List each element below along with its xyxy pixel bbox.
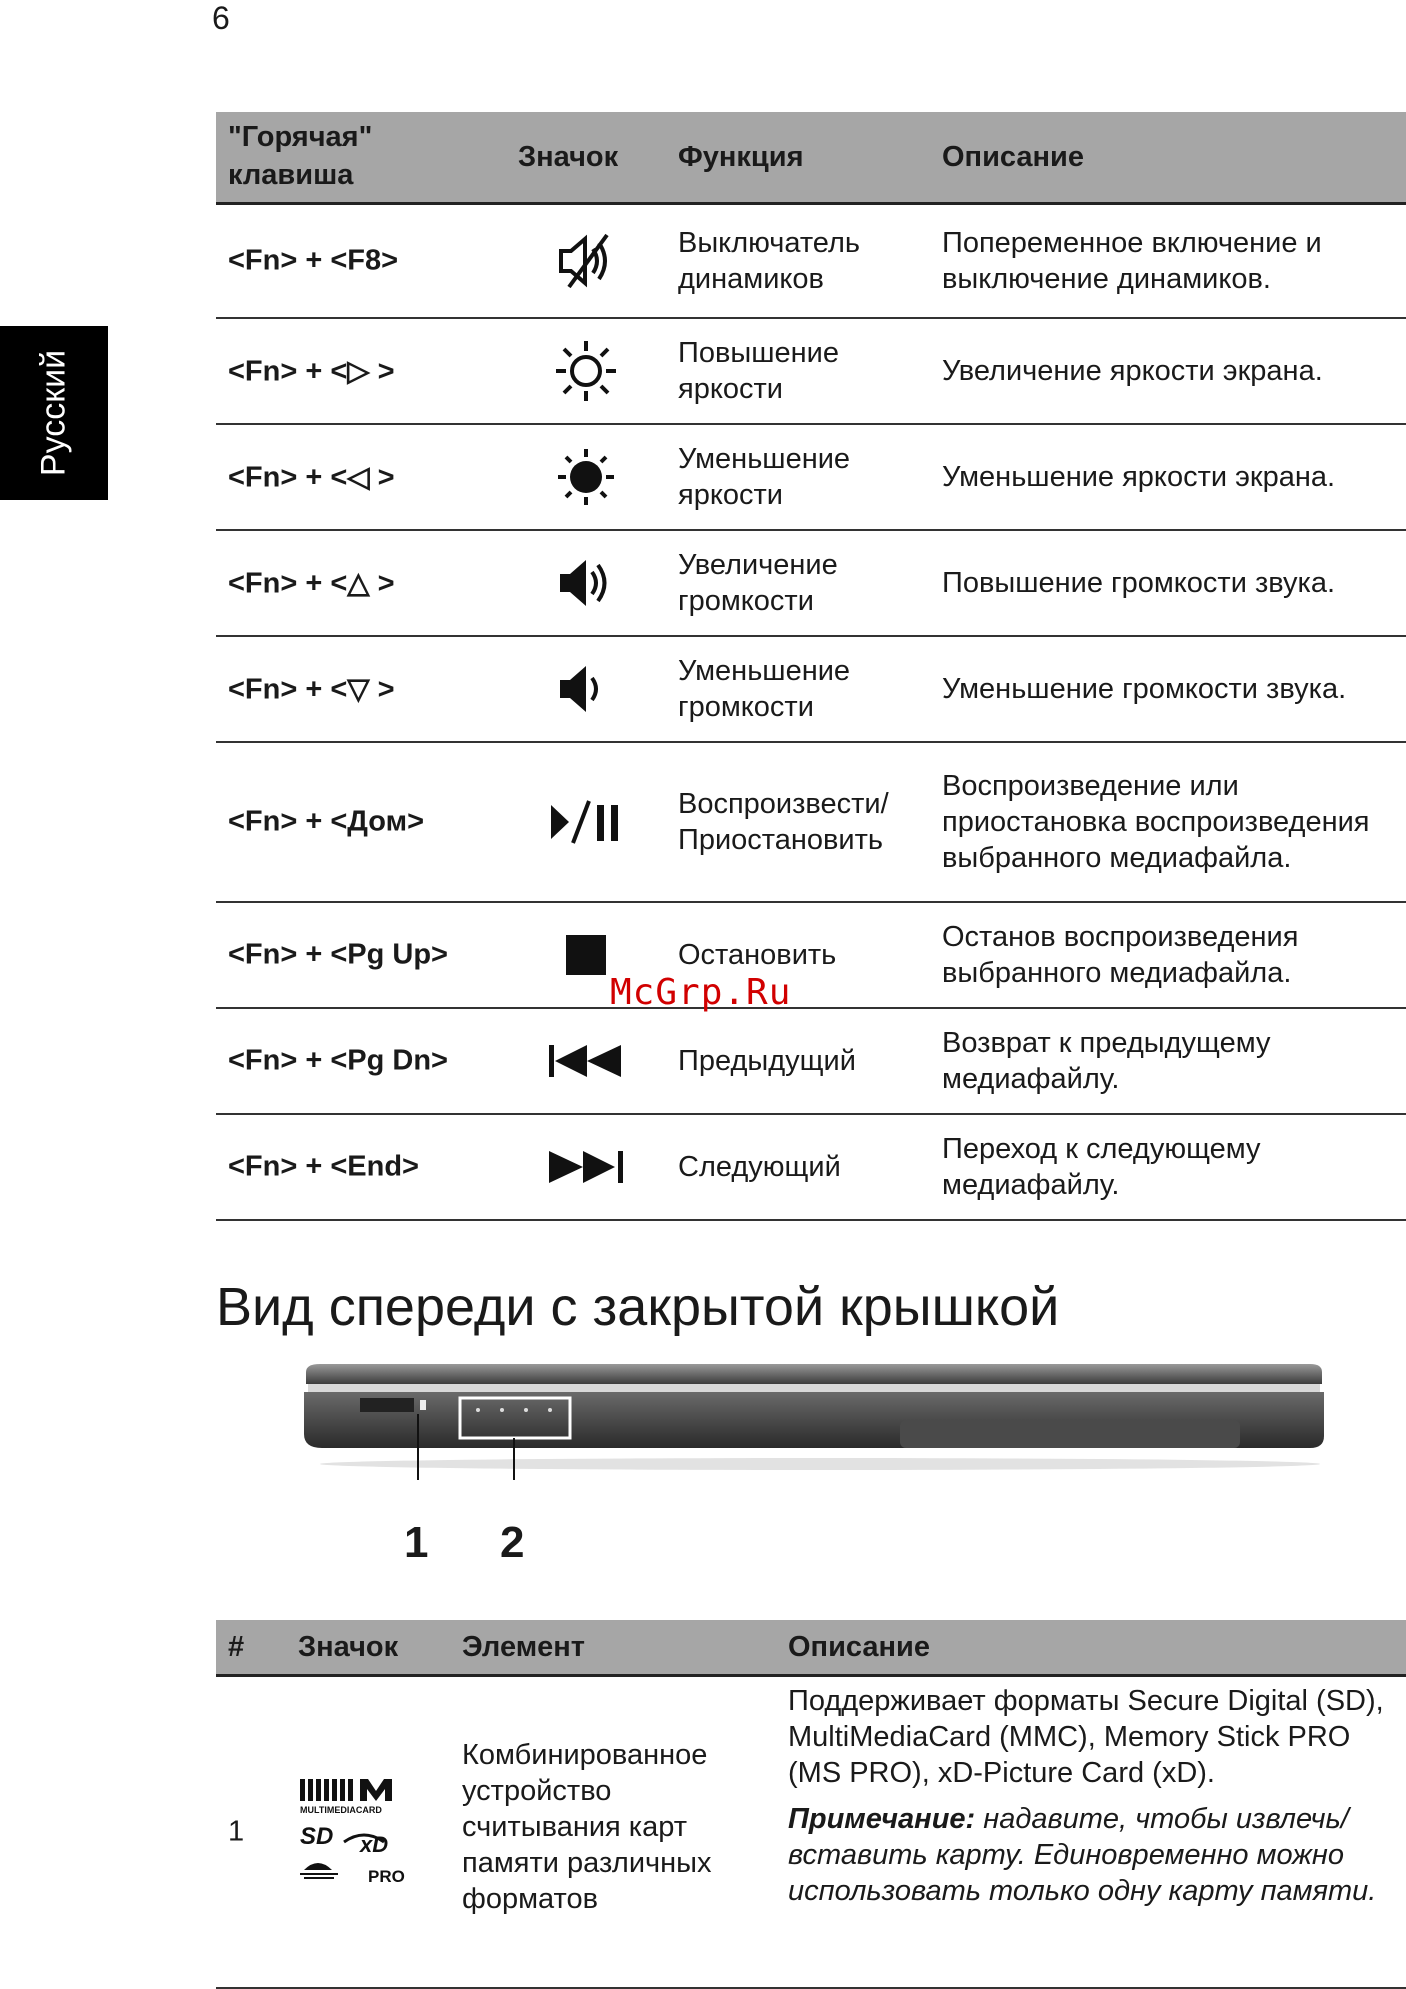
hotkey-combo: <Fn> + <F8> xyxy=(228,244,399,277)
hotkey-table-header xyxy=(216,112,1406,205)
table-row xyxy=(216,1677,1406,1989)
table-row xyxy=(216,531,1406,637)
hotkey-description: Повышение громкости звука. xyxy=(942,567,1336,599)
hotkey-description: Переход к следующему медиафайлу. xyxy=(942,1133,1261,1201)
hotkey-table xyxy=(216,112,1406,1221)
svg-text:MULTIMEDIACARD: MULTIMEDIACARD xyxy=(300,1805,382,1815)
row-number: 1 xyxy=(228,1815,245,1848)
hotkey-combo: <Fn> + <Дом> xyxy=(228,805,425,838)
svg-text:PRO: PRO xyxy=(368,1867,405,1886)
language-tab-label: Русский xyxy=(34,349,73,477)
volume-up-icon xyxy=(526,556,646,610)
header-hotkey: "Горячая" клавиша xyxy=(228,121,373,191)
hotkey-description: Возврат к предыдущему медиафайлу. xyxy=(942,1027,1271,1095)
hotkey-function: Остановить xyxy=(678,939,837,971)
sd-xd-mspro-logo xyxy=(298,1822,418,1892)
previous-track-icon xyxy=(526,1041,646,1081)
hotkey-combo: <Fn> + <◁ > xyxy=(228,461,395,494)
header-icon: Значок xyxy=(298,1631,399,1663)
table-row xyxy=(216,1009,1406,1115)
svg-text:SD: SD xyxy=(300,1823,334,1850)
header-icon: Значок xyxy=(518,141,619,173)
table-row xyxy=(216,743,1406,903)
table-row xyxy=(216,903,1406,1009)
hotkey-description: Останов воспроизведения выбранного медиафайла. xyxy=(942,921,1299,989)
component-table-header xyxy=(216,1620,1406,1677)
hotkey-combo: <Fn> + <▷ > xyxy=(228,355,395,388)
stop-icon xyxy=(526,933,646,977)
card-slot-marker xyxy=(420,1400,426,1410)
hotkey-function: Следующий xyxy=(678,1151,841,1183)
hotkey-function: Уменьшение громкости xyxy=(678,655,851,723)
hotkey-combo: <Fn> + <End> xyxy=(228,1150,419,1183)
hotkey-description: Попеременное включение и выключение динамиков. xyxy=(942,227,1322,295)
callout-2: 2 xyxy=(500,1518,525,1567)
table-row xyxy=(216,205,1406,319)
header-description: Описание xyxy=(942,141,1084,173)
header-number: # xyxy=(228,1631,245,1663)
hotkey-function: Выключатель динамиков xyxy=(678,227,860,295)
hotkey-function: Увеличение громкости xyxy=(678,549,838,617)
header-description: Описание xyxy=(788,1631,930,1663)
hotkey-description: Увеличение яркости экрана. xyxy=(942,355,1323,387)
component-description-text: Поддерживает форматы Secure Digital (SD), MultiMediaCard (MMC), Memory Stick PRO (MS PRO), xD-Picture Card (xD). xyxy=(788,1685,1384,1789)
hotkey-combo: <Fn> + <▽ > xyxy=(228,673,395,706)
next-track-icon xyxy=(526,1147,646,1187)
component-table xyxy=(216,1620,1406,1989)
hotkey-function: Предыдущий xyxy=(678,1045,856,1077)
brightness-up-icon xyxy=(526,339,646,403)
table-row xyxy=(216,425,1406,531)
component-note xyxy=(788,1801,1398,1909)
brightness-down-icon xyxy=(526,445,646,509)
note-label: Примечание: xyxy=(788,1803,976,1835)
table-row xyxy=(216,1115,1406,1221)
svg-text:xD: xD xyxy=(360,1832,389,1857)
hotkey-function: Уменьшение яркости xyxy=(678,443,851,511)
header-element: Элемент xyxy=(462,1631,585,1663)
hotkey-description: Уменьшение яркости экрана. xyxy=(942,461,1336,493)
component-element: Комбинированное устройство считывания карт памяти различных форматов xyxy=(462,1739,712,1915)
volume-down-icon xyxy=(526,662,646,716)
note-text: надавите, чтобы извлечь/вставить карту. Единовременно можно использовать только одну карту памяти. xyxy=(788,1803,1377,1907)
header-function: Функция xyxy=(678,141,804,173)
component-description xyxy=(788,1683,1398,1909)
laptop-front-illustration xyxy=(300,1362,1330,1480)
page-number: 6 xyxy=(212,0,230,36)
hotkey-combo: <Fn> + <Pg Dn> xyxy=(228,1044,448,1077)
table-row xyxy=(216,319,1406,425)
hotkey-description: Воспроизведение или приостановка воспроизведения выбранного медиафайла. xyxy=(942,770,1370,874)
speaker-mute-icon xyxy=(526,233,646,289)
table-row xyxy=(216,637,1406,743)
language-tab xyxy=(0,326,108,500)
multimediacard-logo xyxy=(298,1777,418,1817)
hotkey-function: Воспроизвести/ Приостановить xyxy=(678,788,889,856)
hotkey-combo: <Fn> + <△ > xyxy=(228,567,395,600)
callout-1: 1 xyxy=(404,1518,429,1567)
watermark: McGrp.Ru xyxy=(610,972,792,1013)
hotkey-combo: <Fn> + <Pg Up> xyxy=(228,938,448,971)
play-pause-icon xyxy=(526,799,646,845)
card-reader-logos-icon xyxy=(298,1777,418,1887)
hotkey-description: Уменьшение громкости звука. xyxy=(942,673,1347,705)
hotkey-function: Повышение яркости xyxy=(678,337,839,405)
section-title: Вид спереди с закрытой крышкой xyxy=(216,1277,1060,1337)
